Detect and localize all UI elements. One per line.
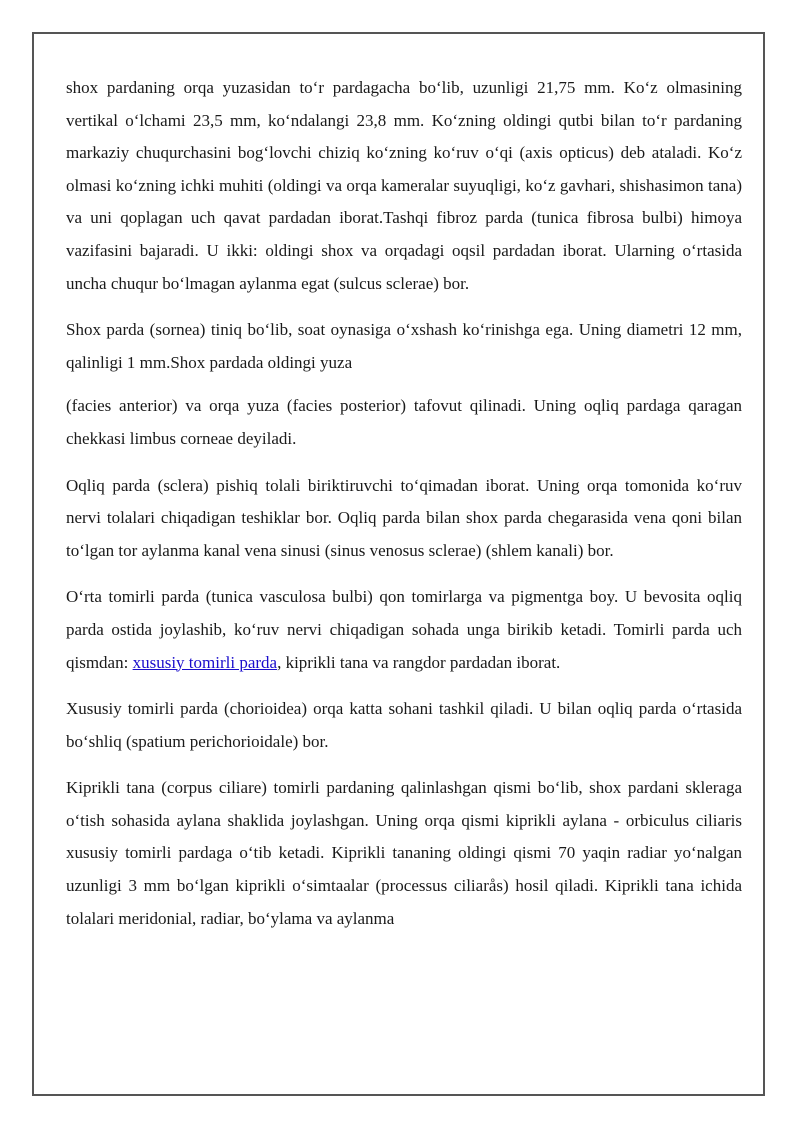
xususiy-tomirli-parda-link[interactable]: xususiy tomirli parda bbox=[132, 652, 278, 672]
paragraph-6: Xususiy tomirli parda (chorioidea) orqa katta sohani tashkil qiladi. U bilan oqliq parda o‘rtasida bo‘shliq (spatium perichorioidale) bor. bbox=[66, 699, 742, 751]
document-body bbox=[66, 72, 742, 949]
paragraph-2: Shox parda (sornea) tiniq bo‘lib, soat oynasiga o‘xshash ko‘rinishga ega. Uning diametri 12 mm, qalinligi 1 mm.Shox pardada oldingi yuza bbox=[66, 320, 742, 372]
paragraph-7: Kiprikli tana (corpus ciliare) tomirli pardaning qalinlashgan qismi bo‘lib, shox pardani skleraga o‘tish sohasida aylana shaklida joylashgan. Uning orqa qismi kiprikli aylana - orbiculus ciliaris xususiy tomirli pardaga o‘tib ketadi. Kiprikli tananing oldingi qismi 70 yaqin radiar yo‘nalgan uzunligi 3 mm bo‘lgan kiprikli o‘simtaalar (processus ciliarås) hosil qiladi. Kiprikli tana ichida tolalari meridonial, radiar, bo‘ylama va aylanma bbox=[66, 778, 742, 928]
paragraph-4: Oqliq parda (sclera) pishiq tolali biriktiruvchi to‘qimadan iborat. Uning orqa tomonida ko‘ruv nervi tolalari chiqadigan teshiklar bor. Oqliq parda bilan shox parda chegarasida vena qoni bilan to‘lgan tor aylanma kanal vena sinusi (sinus venosus sclerae) (shlem kanali) bor. bbox=[66, 475, 742, 560]
paragraph-5-after: , kiprikli tana va rangdor pardadan iborat. bbox=[277, 652, 561, 672]
paragraph-5 bbox=[66, 581, 742, 679]
paragraph-3: (facies anterior) va orqa yuza (facies posterior) tafovut qilinadi. Uning oqliq pardaga qaragan chekkasi limbus corneae deyiladi. bbox=[66, 396, 742, 448]
paragraph-1: shox pardaning orqa yuzasidan to‘r pardagacha bo‘lib, uzunligi 21,75 mm. Ko‘z olmasining vertikal o‘lchami 23,5 mm, ko‘ndalangi 23,8 mm. Ko‘zning oldingi qutbi bilan to‘r pardaning markaziy chuqurchasini bog‘lovchi chiziq ko‘zning ko‘ruv o‘qi (axis opticus) deb ataladi. Ko‘z olmasi ko‘zning ichki muhiti (oldingi va orqa kameralar suyuqligi, ko‘z gavhari, shishasimon tana) va uni qoplagan uch qavat pardadan iborat.Tashqi fibroz parda (tunica fibrosa bulbi) himoya vazifasini bajaradi. U ikki: oldingi shox va orqadagi oqsil pardadan iborat. Ularning o‘rtasida uncha chuqur bo‘lmagan aylanma egat (sulcus sclerae) bor. bbox=[66, 78, 742, 293]
paragraph-5-before: O‘rta tomirli parda (tunica vasculosa bulbi) qon tomirlarga va pigmentga boy. U bevosita oqliq parda ostida joylashib, ko‘ruv nervi chiqadigan sohada unga birikib ketadi. Tomirli parda uch qismdan: bbox=[66, 587, 742, 672]
